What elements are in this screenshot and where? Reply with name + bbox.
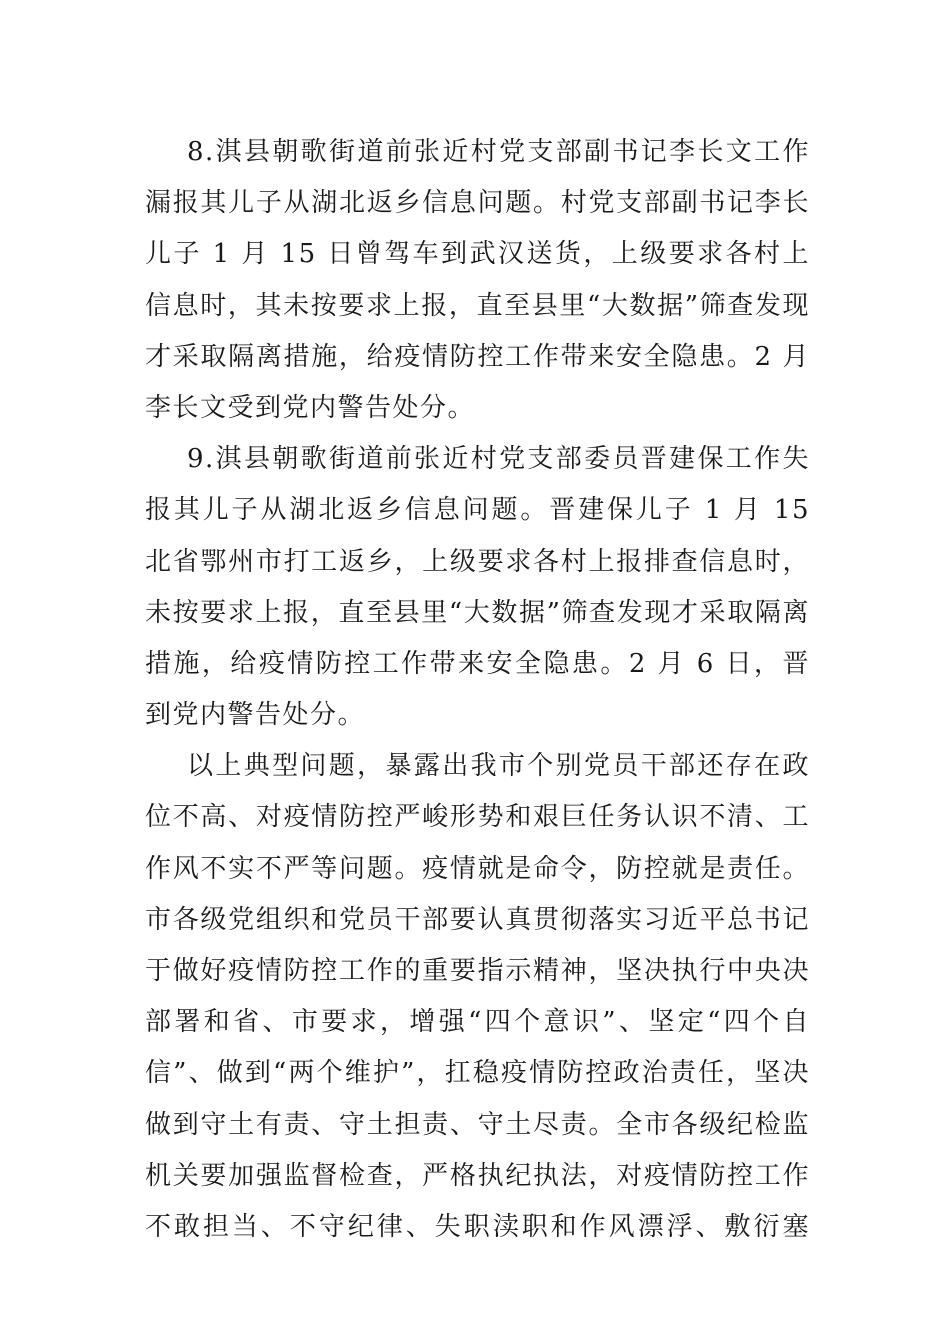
- paragraph-2-line-2: 报其儿子从湖北返乡信息问题。晋建保儿子 1 月 15: [145, 495, 810, 526]
- paragraph-1-line-4: 信息时，其未按要求上报，直至县里“大数据”筛查发现: [145, 290, 810, 321]
- paragraph-2-line-4: 未按要求上报，直至县里“大数据”筛查发现才采取隔离: [145, 597, 810, 628]
- paragraph-1-line-2: 漏报其儿子从湖北返乡信息问题。村党支部副书记李长: [145, 188, 810, 219]
- paragraph-2-line-5: 措施，给疫情防控工作带来安全隐患。2 月 6 日，晋: [145, 648, 810, 679]
- paragraph-2-line-6: 到党内警告处分。: [145, 700, 366, 731]
- paragraph-3-line-7: 信”、做到“两个维护”，扛稳疫情防控政治责任，坚决: [145, 1058, 810, 1089]
- document-body: [145, 127, 810, 1253]
- paragraph-1-line-6: 李长文受到党内警告处分。: [145, 392, 476, 423]
- paragraph-1-line-1: 8.淇县朝歌街道前张近村党支部副书记李长文工作: [187, 137, 810, 167]
- paragraph-3-line-8: 做到守土有责、守土担责、守土尽责。全市各级纪检监: [145, 1109, 810, 1140]
- paragraph-3-line-9: 机关要加强监督检查，严格执纪执法，对疫情防控工作: [145, 1160, 810, 1191]
- paragraph-3-line-3: 作风不实不严等问题。疫情就是命令，防控就是责任。: [145, 853, 810, 884]
- paragraph-3-line-2: 位不高、对疫情防控严峻形势和艰巨任务认识不清、工: [145, 802, 810, 833]
- paragraph-1-line-5: 才采取隔离措施，给疫情防控工作带来安全隐患。2 月: [145, 341, 810, 372]
- paragraph-3-line-10: 不敢担当、不守纪律、失职渎职和作风漂浮、敷衍塞: [145, 1211, 810, 1242]
- paragraph-3-line-6: 部署和省、市要求，增强“四个意识”、坚定“四个自: [145, 1007, 810, 1038]
- paragraph-2-line-3: 北省鄂州市打工返乡，上级要求各村上报排查信息时，: [145, 546, 810, 577]
- paragraph-2-line-1: 9.淇县朝歌街道前张近村党支部委员晋建保工作失: [187, 444, 810, 475]
- paragraph-3-line-1: 以上典型问题，暴露出我市个别党员干部还存在政: [187, 751, 810, 782]
- paragraph-1-line-3: 儿子 1 月 15 日曾驾车到武汉送货，上级要求各村上: [145, 239, 810, 270]
- paragraph-3-line-4: 市各级党组织和党员干部要认真贯彻落实习近平总书记: [145, 904, 810, 935]
- paragraph-3-line-5: 于做好疫情防控工作的重要指示精神，坚决执行中央决: [145, 956, 810, 986]
